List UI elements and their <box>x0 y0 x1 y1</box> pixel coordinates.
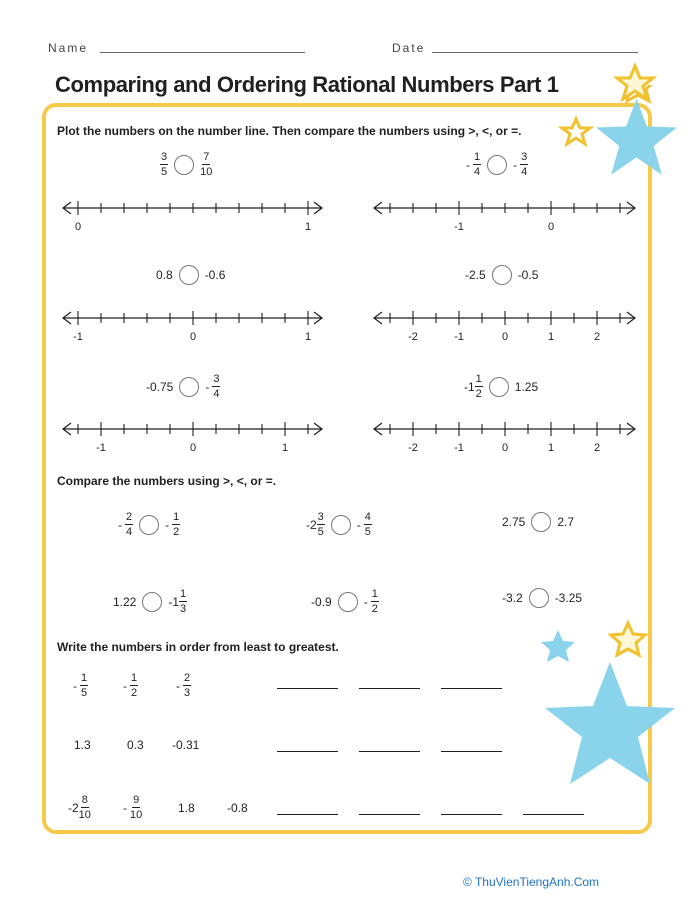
answer-circle[interactable] <box>338 592 358 612</box>
compare-problem-5: -0.75 - $\frac{3}{4}$ <box>146 373 220 400</box>
answer-blank[interactable] <box>441 688 502 689</box>
answer-circle[interactable] <box>142 592 162 612</box>
tick-label: 1 <box>547 442 555 454</box>
fraction: $\frac{1}{2}$ <box>371 588 378 615</box>
order-value: - $\frac{1}{5}$ <box>73 672 88 699</box>
fraction: $\frac{3}{5}$ <box>317 511 324 538</box>
compare-problem-4: -2.5 -0.5 <box>465 265 538 285</box>
tick-label: 0 <box>501 331 509 343</box>
order-value: 0.3 <box>127 738 144 752</box>
answer-blank[interactable] <box>277 688 338 689</box>
tick-label: 0 <box>189 331 197 343</box>
number-line[interactable] <box>374 201 635 215</box>
answer-blank[interactable] <box>441 751 502 752</box>
compare-item-4: 1.22 -1 $\frac{1}{3}$ <box>113 588 187 615</box>
fraction: $\frac{1}{4}$ <box>474 151 481 178</box>
section1-instruction: Plot the numbers on the number line. Then compare the numbers using >, <, or =. <box>57 124 522 138</box>
fraction: $\frac{3}{4}$ <box>521 151 528 178</box>
tick-label: 0 <box>547 221 555 233</box>
fraction: $\frac{1}{2}$ <box>173 511 180 538</box>
compare-item-5: -0.9 - $\frac{1}{2}$ <box>311 588 378 615</box>
tick-label: -2 <box>408 331 418 343</box>
answer-blank[interactable] <box>441 814 502 815</box>
number-line[interactable] <box>374 311 635 325</box>
section3-instruction: Write the numbers in order from least to greatest. <box>57 640 339 654</box>
tick-label: 1 <box>304 331 312 343</box>
tick-label: 0 <box>501 442 509 454</box>
tick-label: 1 <box>281 442 289 454</box>
page-title: Comparing and Ordering Rational Numbers Part 1 <box>55 72 559 97</box>
tick-label: -1 <box>454 331 464 343</box>
answer-blank[interactable] <box>277 751 338 752</box>
number-line[interactable] <box>63 201 322 215</box>
compare-item-3: 2.75 2.7 <box>502 512 574 532</box>
answer-blank[interactable] <box>359 814 420 815</box>
tick-label: 1 <box>304 221 312 233</box>
tick-label: 1 <box>547 331 555 343</box>
answer-circle[interactable] <box>331 515 351 535</box>
tick-label: 0 <box>74 221 82 233</box>
order-value: 1.3 <box>74 738 91 752</box>
order-value: -0.8 <box>227 801 248 815</box>
tick-label: -2 <box>408 442 418 454</box>
fraction: $\frac{2}{4}$ <box>126 511 133 538</box>
answer-circle[interactable] <box>531 512 551 532</box>
number-line[interactable] <box>63 311 322 325</box>
compare-item-1: - $\frac{2}{4}$ - $\frac{1}{2}$ <box>118 511 180 538</box>
tick-label: 0 <box>189 442 197 454</box>
answer-blank[interactable] <box>523 814 584 815</box>
order-value: - $\frac{1}{2}$ <box>123 672 138 699</box>
tick-label: 2 <box>593 331 601 343</box>
fraction: $\frac{1}{3}$ <box>180 588 187 615</box>
number-line[interactable] <box>63 422 322 436</box>
compare-problem-3: 0.8 -0.6 <box>156 265 225 285</box>
answer-blank[interactable] <box>277 814 338 815</box>
fraction: $\frac{7}{10}$ <box>200 151 213 178</box>
order-value: 1.8 <box>178 801 195 815</box>
order-value: - $\frac{9}{10}$ <box>123 794 143 821</box>
compare-problem-6: -1 $\frac{1}{2}$ 1.25 <box>464 373 539 400</box>
order-value: - $\frac{2}{3}$ <box>176 672 191 699</box>
answer-circle[interactable] <box>529 588 549 608</box>
compare-item-2: -2 $\frac{3}{5}$ - $\frac{4}{5}$ <box>306 511 371 538</box>
compare-item-6: -3.2 -3.25 <box>502 588 582 608</box>
section2-instruction: Compare the numbers using >, <, or =. <box>57 474 277 488</box>
tick-label: -1 <box>73 331 83 343</box>
fraction: $\frac{4}{5}$ <box>364 511 371 538</box>
order-value: -0.31 <box>172 738 200 752</box>
answer-blank[interactable] <box>359 688 420 689</box>
fraction: $\frac{3}{5}$ <box>161 151 168 178</box>
number-line[interactable] <box>374 422 635 436</box>
fraction: $\frac{1}{2}$ <box>475 373 482 400</box>
fraction: $\frac{3}{4}$ <box>213 373 220 400</box>
tick-label: -1 <box>454 442 464 454</box>
order-value: -2 $\frac{8}{10}$ <box>68 794 91 821</box>
tick-label: 2 <box>593 442 601 454</box>
answer-blank[interactable] <box>359 751 420 752</box>
name-label: Name <box>48 41 89 55</box>
footer-credit: © ThuVienTiengAnh.Com <box>463 875 600 889</box>
compare-problem-2: - $\frac{1}{4}$ - $\frac{3}{4}$ <box>466 151 528 178</box>
tick-label: -1 <box>454 221 464 233</box>
date-label: Date <box>392 41 426 55</box>
tick-label: -1 <box>96 442 106 454</box>
answer-circle[interactable] <box>139 515 159 535</box>
